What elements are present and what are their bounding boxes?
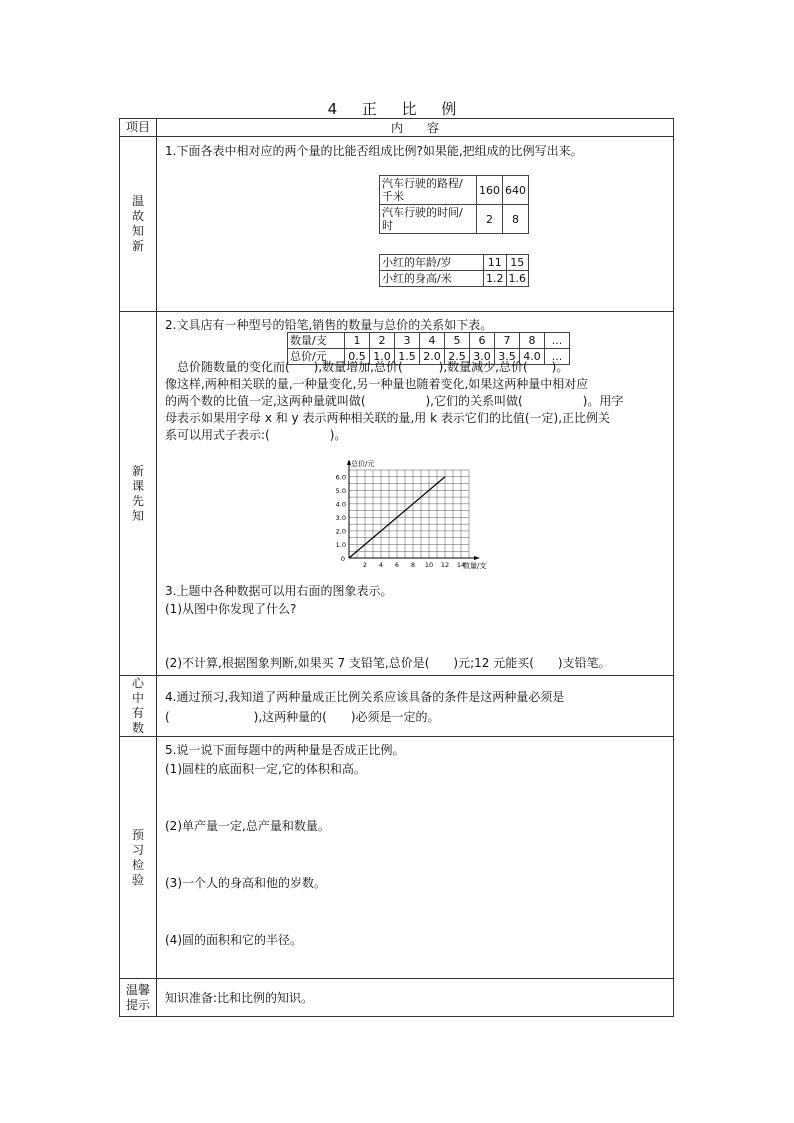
paragraph-line-1: 总价随数量的变化而( ),数量增加,总价( ),数量减少,总价( )。 (177, 360, 569, 374)
table-cell: 1 (345, 333, 370, 349)
page-title: 4 正 比 例 (327, 100, 467, 118)
question-5-item: (1)圆柱的底面积一定,它的体积和高。 (165, 762, 366, 776)
question-4-line-2: ( ),这两种量的( )必须是一定的。 (165, 710, 440, 724)
section-review (120, 137, 674, 312)
table-cell: 1.0 (370, 349, 395, 365)
table-cell: 2 (370, 333, 395, 349)
question-4-line-1: 4.通过预习,我知道了两种量成正比例关系应该具备的条件是这两种量必须是 (165, 690, 565, 704)
x-tick-label: 10 (424, 561, 434, 569)
section-new-lesson (120, 312, 674, 676)
table-cell: 4 (420, 333, 445, 349)
table-cell: 160 (477, 176, 503, 205)
section-label-mind: 心 中 有 数 (120, 676, 157, 737)
question-5-item: (2)单产量一定,总产量和数量。 (165, 819, 330, 833)
table-cell: 5 (445, 333, 470, 349)
section-label-new: 新 课 先 知 (120, 312, 157, 676)
worksheet-table (119, 118, 674, 1017)
table-cell: 4.0 (520, 349, 545, 365)
quantity-label: 数量/支 (288, 333, 345, 349)
x-tick-label: 4 (378, 561, 384, 569)
table-cell: 1.6 (506, 271, 529, 287)
table-cell: 1.5 (395, 349, 420, 365)
section-label-check: 预 习 检 验 (120, 737, 157, 979)
table-cell: 6 (470, 333, 495, 349)
paragraph-line-5: 系可以用式子表示:( )。 (165, 428, 347, 442)
table-cell: ... (545, 349, 570, 365)
y-tick-label: 2.0 (335, 527, 346, 536)
table-cell: 3 (395, 333, 420, 349)
table-cell: 7 (495, 333, 520, 349)
table-cell: 8 (503, 205, 529, 234)
table-cell: 2.5 (445, 349, 470, 365)
price-label: 总价/元 (288, 349, 345, 365)
question-5-item: (4)圆的面积和它的半径。 (165, 933, 302, 947)
x-tick-label: 2 (362, 561, 368, 569)
section-label-review: 温 故 知 新 (120, 137, 157, 312)
header-row (120, 119, 674, 137)
table-cell: ... (545, 333, 570, 349)
question-5-item: (3)一个人的身高和他的岁数。 (165, 876, 326, 890)
xiaohong-table (379, 254, 529, 287)
table-cell: 8 (520, 333, 545, 349)
question-3-2: (2)不计算,根据图象判断,如果买 7 支铅笔,总价是( )元;12 元能买( )支铅笔。 (165, 656, 611, 670)
paragraph-line-4: 母表示如果用字母 x 和 y 表示两种相关联的量,用 k 表示它们的比值(一定),正比例关 (165, 411, 611, 425)
x-tick-label: 14 (456, 561, 466, 569)
question-5: 5.说一说下面每题中的两种量是否成正比例。 (165, 743, 405, 757)
tip-text: 知识准备:比和比例的知识。 (165, 991, 314, 1005)
y-tick-label: 6.0 (335, 473, 346, 482)
paragraph-line-2: 像这样,两种相关联的量,一种量变化,另一种量也随着变化,如果这两种量中相对应 (165, 377, 589, 391)
table-cell: 2.0 (420, 349, 445, 365)
car-distance-label: 汽车行驶的路程/ 千米 (380, 176, 477, 205)
y-tick-label: 4.0 (335, 500, 346, 509)
section-check (120, 737, 674, 979)
x-axis-label: 数量/支 (463, 562, 487, 570)
x-tick-label: 12 (440, 561, 450, 569)
question-2: 2.文具店有一种型号的铅笔,销售的数量与总价的关系如下表。 (165, 318, 493, 332)
car-time-label: 汽车行驶的时间/ 时 (380, 205, 477, 234)
header-content: 内 容 (157, 119, 674, 137)
car-table (379, 175, 529, 234)
table-cell: 2 (477, 205, 503, 234)
header-item: 项目 (120, 119, 157, 137)
y-axis-label: 总价/元 (351, 460, 375, 468)
question-1: 1.下面各表中相对应的两个量的比能否组成比例?如果能,把组成的比例写出来。 (165, 144, 583, 158)
section-tip (120, 979, 674, 1017)
y-tick-label: 3.0 (335, 513, 346, 522)
x-tick-label: 8 (410, 561, 416, 569)
price-quantity-chart (319, 460, 499, 572)
question-3-1: (1)从图中你发现了什么? (165, 602, 297, 616)
table-cell: 3.0 (470, 349, 495, 365)
x-axis-arrow (474, 556, 480, 560)
x-tick-label: 6 (394, 561, 400, 569)
paragraph-line-3: 的两个数的比值一定,这两种量就叫做( ),它们的关系叫做( )。用字 (165, 394, 624, 408)
table-cell: 15 (506, 255, 529, 271)
origin-label: 0 (340, 555, 345, 563)
y-tick-label: 5.0 (335, 486, 346, 495)
section-mind (120, 676, 674, 737)
age-label: 小红的年龄/岁 (380, 255, 484, 271)
table-cell: 3.5 (495, 349, 520, 365)
table-cell: 640 (503, 176, 529, 205)
table-cell: 1.2 (484, 271, 507, 287)
table-cell: 0.5 (345, 349, 370, 365)
y-tick-label: 1.0 (335, 540, 346, 549)
section-label-tip: 温馨 提示 (120, 979, 157, 1017)
table-cell: 11 (484, 255, 507, 271)
height-label: 小红的身高/米 (380, 271, 484, 287)
question-3: 3.上题中各种数据可以用右面的图象表示。 (165, 584, 393, 598)
